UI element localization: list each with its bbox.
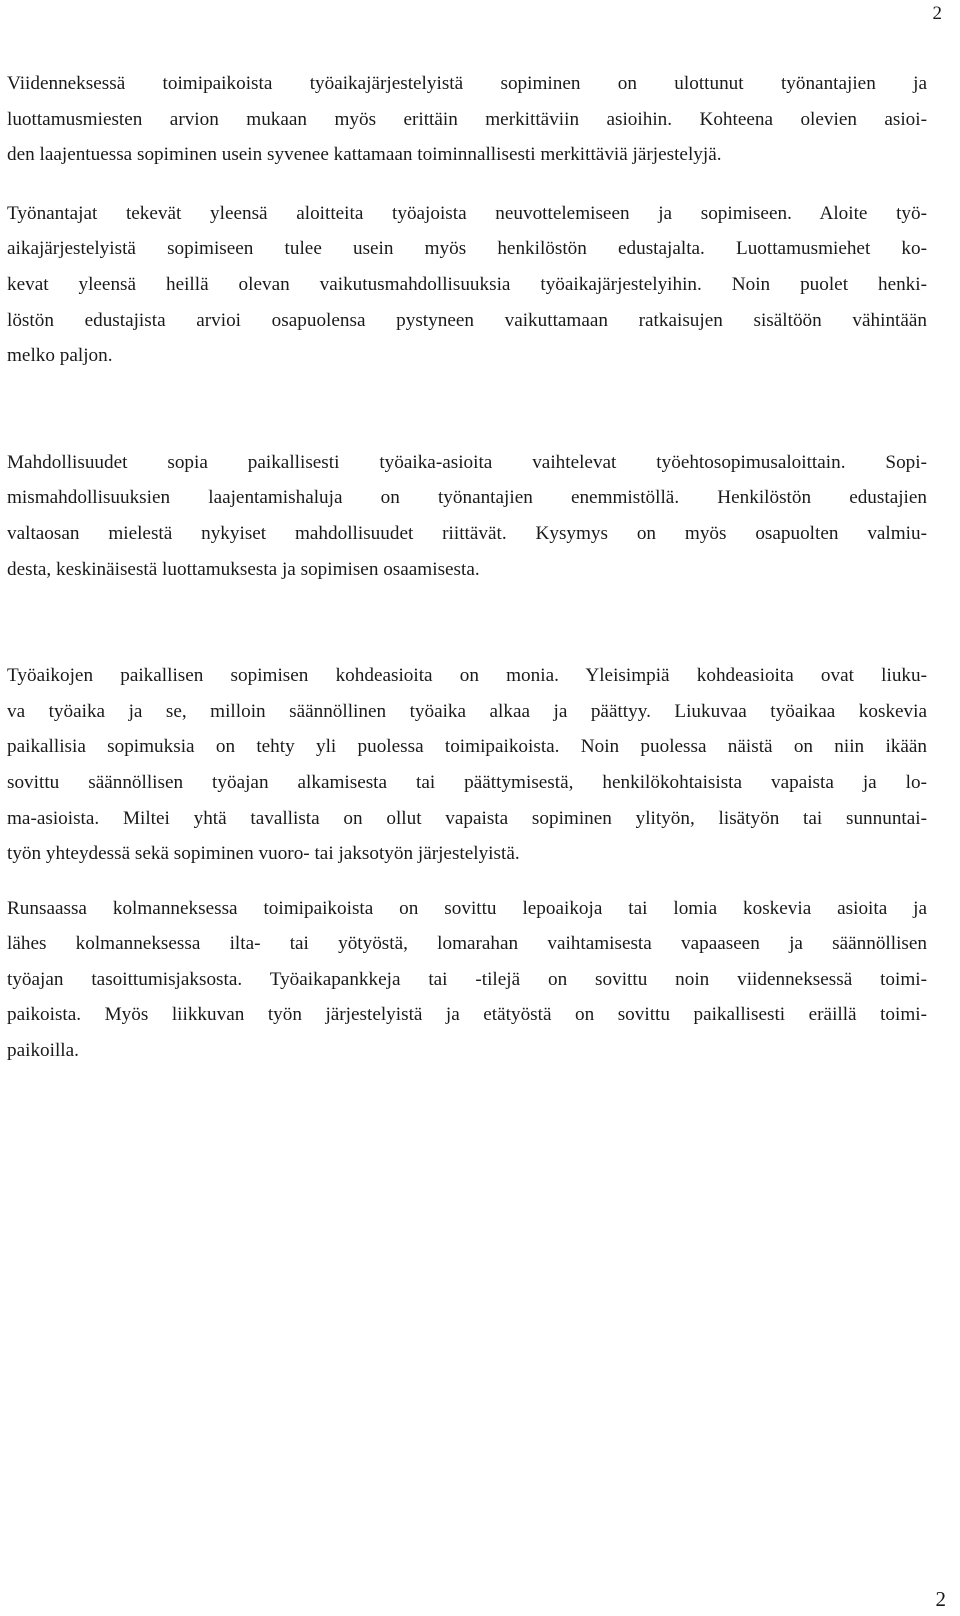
text-line: sovittu säännöllisen työajan alkamisesta tai päättymisestä, henkilökohtaisista vapaista ja lo- xyxy=(7,771,927,793)
text-line: paikallisia sopimuksia on tehty yli puolessa toimipaikoista. Noin puolessa näistä on niin ikään xyxy=(7,736,927,758)
text-line: löstön edustajista arvioi osapuolensa pystyneen vaikuttamaan ratkaisujen sisältöön vähintään xyxy=(7,309,927,331)
paragraph-5 xyxy=(7,891,927,1069)
text-line: Mahdollisuudet sopia paikallisesti työaika-asioita vaihtelevat työehtosopimusaloittain. Sopi- xyxy=(7,451,927,473)
text-line: aikajärjestelyistä sopimiseen tulee usein myös henkilöstön edustajalta. Luottamusmiehet ko- xyxy=(7,238,927,260)
text-line: ma-asioista. Miltei yhtä tavallista on ollut vapaista sopiminen ylityön, lisätyön tai sunnuntai- xyxy=(7,807,927,829)
text-line: paikoista. Myös liikkuvan työn järjestelyistä ja etätyöstä on sovittu paikallisesti eräillä toimi- xyxy=(7,1004,927,1026)
page-number-bottom: 2 xyxy=(935,1587,946,1611)
text-line: desta, keskinäisestä luottamuksesta ja sopimisen osaamisesta. xyxy=(7,558,480,580)
text-line: Työaikojen paikallisen sopimisen kohdeasioita on monia. Yleisimpiä kohdeasioita ovat liuku- xyxy=(7,665,927,687)
text-line: luottamusmiesten arvion mukaan myös erittäin merkittäviin asioihin. Kohteena olevien asioi- xyxy=(7,108,927,130)
text-line: mismahdollisuuksien laajentamishaluja on työnantajien enemmistöllä. Henkilöstön edustajien xyxy=(7,487,927,509)
paragraph-3 xyxy=(7,445,927,587)
text-line: den laajentuessa sopiminen usein syvenee kattamaan toiminnallisesti merkittäviä järjestelyjä. xyxy=(7,144,722,166)
text-line: Työnantajat tekevät yleensä aloitteita työajoista neuvottelemiseen ja sopimiseen. Aloite työ- xyxy=(7,202,927,224)
text-line: Runsaassa kolmanneksessa toimipaikoista on sovittu lepoaikoja tai lomia koskevia asioita ja xyxy=(7,897,927,919)
text-line: valtaosan mielestä nykyiset mahdollisuudet riittävät. Kysymys on myös osapuolten valmiu- xyxy=(7,522,927,544)
text-line: Viidenneksessä toimipaikoista työaikajärjestelyistä sopiminen on ulottunut työnantajien ja xyxy=(7,73,927,94)
text-line: paikoilla. xyxy=(7,1040,79,1062)
text-line: va työaika ja se, milloin säännöllinen työaika alkaa ja päättyy. Liukuvaa työaikaa koskevia xyxy=(7,700,927,722)
paragraph-1 xyxy=(7,66,927,173)
text-line: työn yhteydessä sekä sopiminen vuoro- tai jaksotyön järjestelyistä. xyxy=(7,843,520,865)
page-number-top: 2 xyxy=(932,3,942,24)
text-line: kevat yleensä heillä olevan vaikutusmahdollisuuksia työaikajärjestelyihin. Noin puolet henki- xyxy=(7,273,927,295)
paragraph-2 xyxy=(7,196,927,374)
document-body xyxy=(7,66,927,1069)
paragraph-4 xyxy=(7,658,927,872)
text-line: työajan tasoittumisjaksosta. Työaikapankkeja tai -tilejä on sovittu noin viidenneksessä toimi- xyxy=(7,968,927,990)
text-line: lähes kolmanneksessa ilta- tai yötyöstä, lomarahan vaihtamisesta vapaaseen ja säännöllisen xyxy=(7,933,927,955)
text-line: melko paljon. xyxy=(7,345,113,367)
